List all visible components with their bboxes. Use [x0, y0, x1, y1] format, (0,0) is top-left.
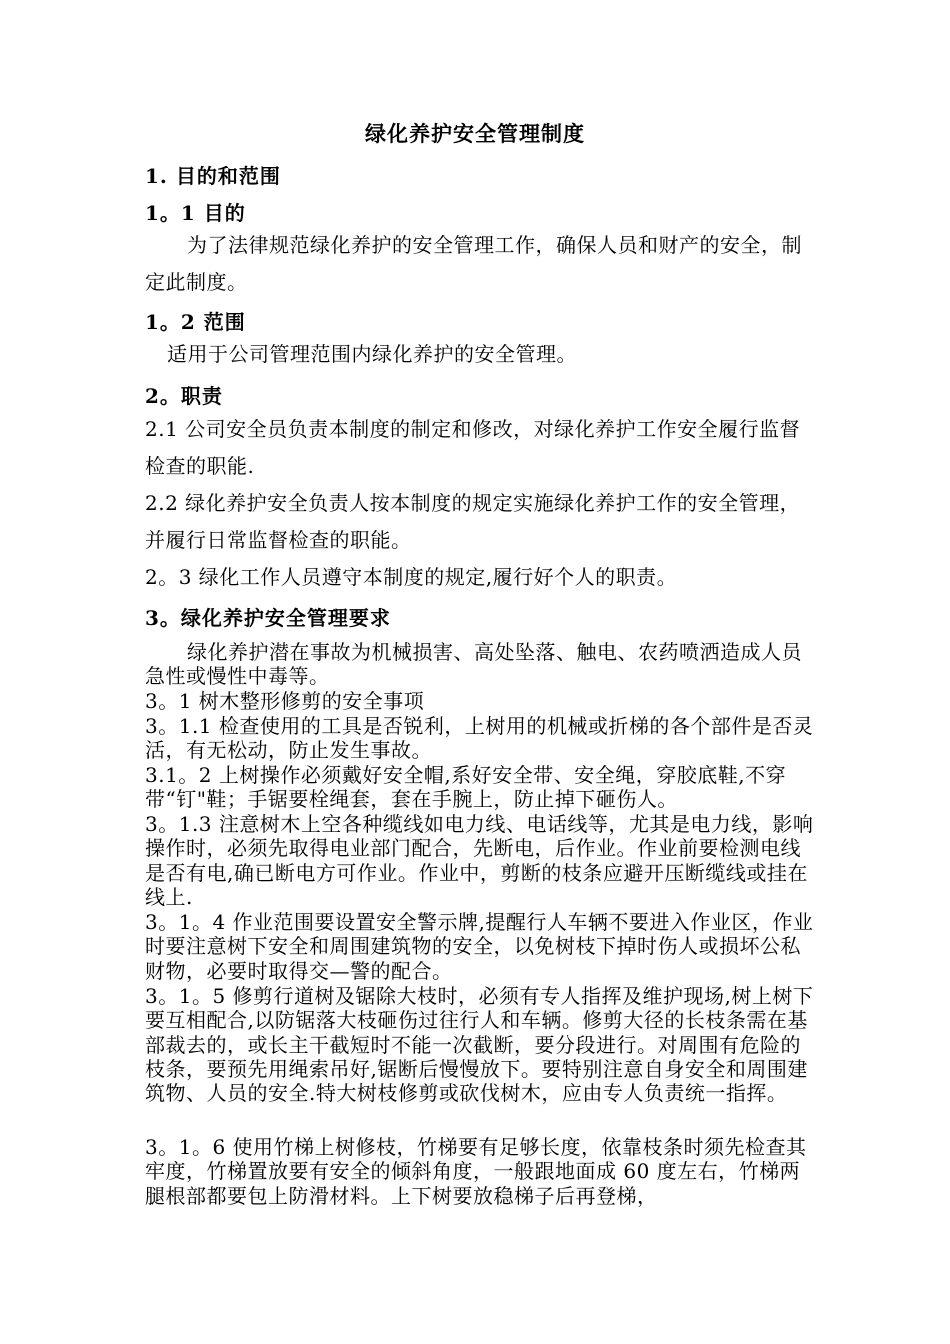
section-1-2-heading: 1。2 范围 — [145, 310, 246, 334]
section-1-heading: 1. 目的和范围 — [145, 164, 281, 188]
section-3-1-3-text: 3。1.3 注意树木上空各种缆线如电力线、电话线等，尤其是电力线，影响操作时，必须先取得电业部门配合，先断电，后作业。作业前要检测电线是否有电,确已断电方可作业。作业中，剪断的枝条应避开压断缆线或挂在线上. — [145, 812, 814, 909]
section-1-1-heading: 1。1 目的 — [145, 201, 246, 225]
document-title: 绿化养护安全管理制度 — [365, 121, 585, 146]
section-2-3-text: 2。3 绿化工作人员遵守本制度的规定,履行好个人的职责。 — [145, 565, 678, 589]
section-3-1-2-text: 3.1。2 上树操作必须戴好安全帽,系好安全带、安全绳，穿胶底鞋,不穿带“钉"鞋；手锯要栓绳套，套在手腕上，防止掉下砸伤人。 — [145, 763, 787, 812]
section-3-1-6-text: 3。1。6 使用竹梯上树修枝，竹梯要有足够长度，依靠枝条时须先检查其牢度，竹梯置放要有安全的倾斜角度，一般跟地面成 60 度左右，竹梯两腿根部都要包上防滑材料。上下树要放稳梯子后再登梯， — [145, 1135, 807, 1208]
section-3-intro: 绿化养护潜在事故为机械损害、高处坠落、触电、农药喷洒造成人员急性或慢性中毒等。 — [145, 640, 802, 689]
section-1-1-text: 为了法律规范绿化养护的安全管理工作，确保人员和财产的安全，制定此制度。 — [145, 233, 802, 294]
section-2-heading: 2。职责 — [145, 384, 223, 408]
section-3-1-4-text: 3。1。4 作业范围要设置安全警示牌,提醒行人车辆不要进入作业区，作业时要注意树下安全和周围建筑物的安全，以免树枝下掉时伤人或损坏公私财物，必要时取得交—警的配合。 — [145, 910, 814, 983]
section-2-1-text: 2.1 公司安全员负责本制度的制定和修改，对绿化养护工作安全履行监督检查的职能. — [145, 417, 801, 478]
section-3-heading: 3。绿化养护安全管理要求 — [145, 606, 391, 630]
section-1-2-text: 适用于公司管理范围内绿化养护的安全管理。 — [167, 342, 577, 366]
section-3-1-heading: 3。1 树木整形修剪的安全事项 — [145, 689, 425, 713]
section-2-2-text: 2.2 绿化养护安全负责人按本制度的规定实施绿化养护工作的安全管理，并履行日常监督检查的职能。 — [145, 491, 801, 552]
section-3-1-5-text: 3。1。5 修剪行道树及锯除大枝时，必须有专人指挥及维护现场,树上树下要互相配合,以防锯落大枝砸伤过往行人和车辆。修剪大径的长枝条需在基部裁去的，或长主干截短时不能一次截断，要分段进行。对周围有危险的枝条，要预先用绳索吊好,锯断后慢慢放下。要特别注意自身安全和周围建筑物、人员的安全.特大树枝修剪或砍伐树木，应由专人负责统一指挥。 — [145, 984, 814, 1106]
section-3-1-1-text: 3。1.1 检查使用的工具是否锐利，上树用的机械或折梯的各个部件是否灵活，有无松动，防止发生事故。 — [145, 714, 814, 763]
